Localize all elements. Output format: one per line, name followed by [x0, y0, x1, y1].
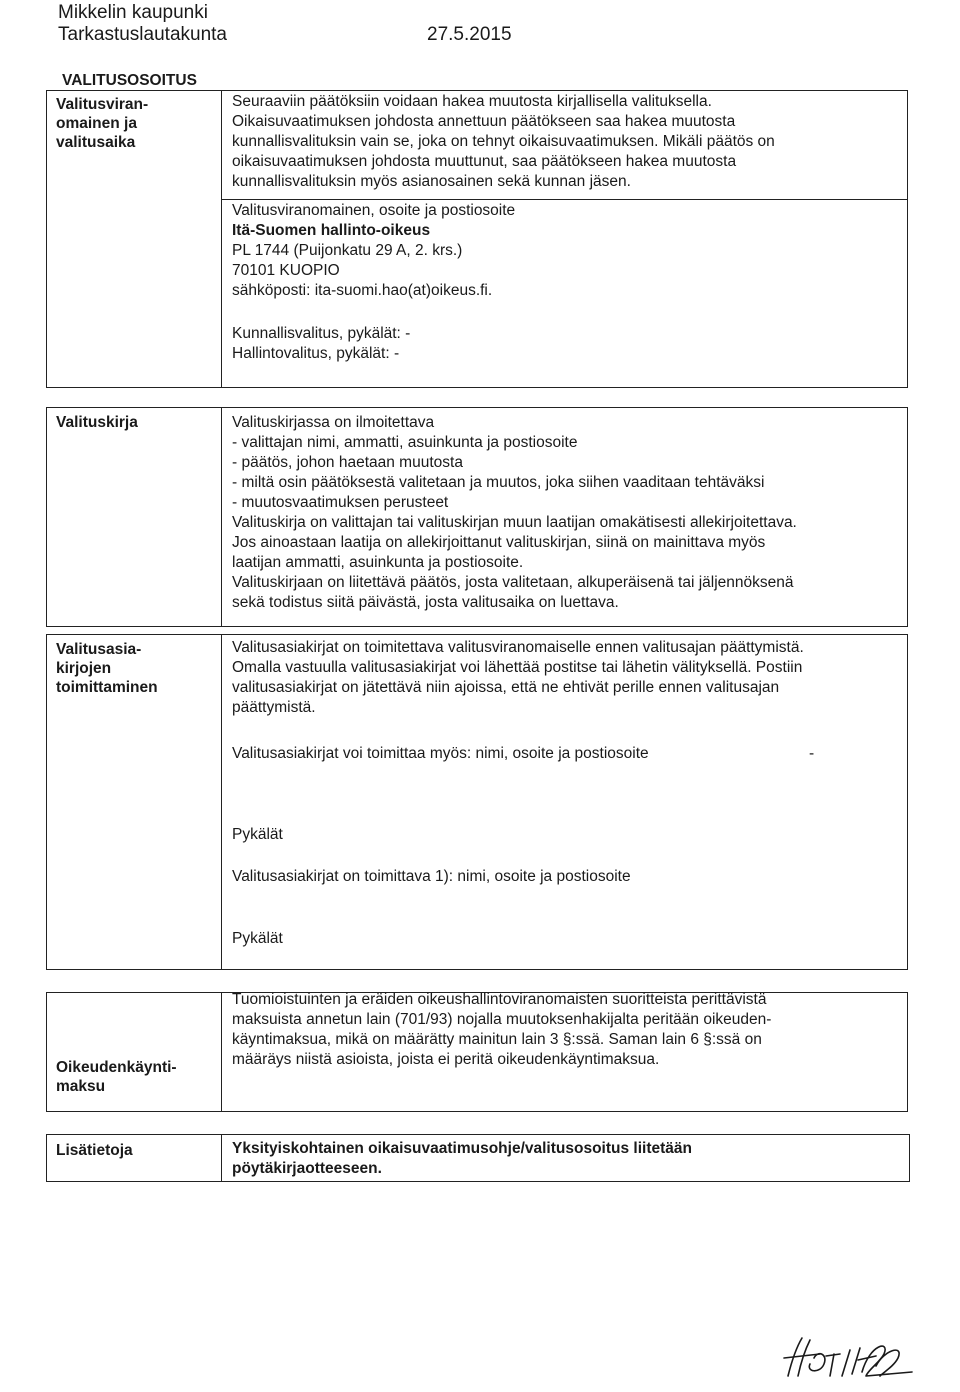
appeal-document-text	[232, 413, 797, 613]
sections-label: Pykälät	[232, 930, 283, 947]
text-line: - muutosvaatimuksen perusteet	[232, 494, 449, 511]
also-delivered-value: -	[809, 745, 815, 762]
text-line: päättymistä.	[232, 699, 316, 716]
text-line: kunnallisvalituksin vain se, joka on tehnyt oikaisuvaatimuksen. Mikäli päätös on	[232, 133, 775, 150]
court-fee-label: Oikeudenkäynti- maksu	[56, 1059, 177, 1095]
text-line: Tuomioistuinten ja eräiden oikeushallintoviranomaisten suoritteista perittävistä	[232, 991, 767, 1008]
text-line: pöytäkirjaotteeseen.	[232, 1160, 382, 1177]
court-name: Itä-Suomen hallinto-oikeus	[232, 222, 431, 239]
appeal-sections	[232, 324, 410, 364]
text-line: oikaisuvaatimuksen johdosta muuttunut, saa päätökseen hakea muutosta	[232, 153, 737, 170]
text-line: Yksityiskohtainen oikaisuvaatimusohje/valitusosoitus liitetään	[232, 1140, 692, 1157]
address-heading: Valitusviranomainen, osoite ja postiosoite	[232, 202, 516, 219]
text-line: laatijan ammatti, asuinkunta ja postiosoite.	[232, 554, 524, 571]
address-line: 70101 KUOPIO	[232, 262, 340, 279]
text-line: määräys niistä asioista, joista ei peritä oikeudenkäyntimaksua.	[232, 1051, 660, 1068]
email-line: sähköposti: ita-suomi.hao(at)oikeus.fi.	[232, 282, 493, 299]
handwritten-initials	[780, 1330, 920, 1382]
text-line: Valituskirjaan on liitettävä päätös, josta valitetaan, alkuperäisenä tai jäljennöksenä	[232, 574, 794, 591]
text-line: - miltä osin päätöksestä valitetaan ja muutos, joka siihen vaaditaan tehtäväksi	[232, 474, 765, 491]
also-delivered-text: Valitusasiakirjat voi toimittaa myös: nimi, osoite ja postiosoite	[232, 745, 649, 762]
text-line: Seuraaviin päätöksiin voidaan hakea muutosta kirjallisella valituksella.	[232, 93, 712, 110]
court-fee-text	[232, 990, 771, 1070]
address-line: PL 1744 (Puijonkatu 29 A, 2. krs.)	[232, 242, 463, 259]
committee-name: Tarkastuslautakunta	[58, 24, 227, 45]
text-line: käyntimaksua, mikä on määrätty mainitun lain 3 §:ssä. Saman lain 6 §:ssä on	[232, 1031, 762, 1048]
text-line: Valituskirjassa on ilmoitettava	[232, 414, 435, 431]
text-line: kunnallisvalituksin myös asianosainen sekä kunnan jäsen.	[232, 173, 631, 190]
document-date: 27.5.2015	[427, 24, 512, 45]
appeal-authority-text	[232, 92, 775, 192]
additional-info-label: Lisätietoja	[56, 1142, 133, 1159]
municipal-appeal-sections: Kunnallisvalitus, pykälät: -	[232, 325, 411, 342]
appeal-authority-address	[232, 201, 515, 301]
sections-label: Pykälät	[232, 826, 283, 843]
delivery-text	[232, 638, 804, 718]
appeal-document-label: Valituskirja	[56, 414, 138, 431]
additional-info-text	[232, 1139, 692, 1179]
document-title: VALITUSOSOITUS	[62, 72, 197, 89]
text-line: Oikaisuvaatimuksen johdosta annettuun päätökseen saa hakea muutosta	[232, 113, 736, 130]
text-line: maksuista annetun lain (701/93) nojalla muutoksenhakijalta peritään oikeuden-	[232, 1011, 772, 1028]
delivery-label: Valitusasia- kirjojen toimittaminen	[56, 641, 158, 696]
text-line: valitusasiakirjat on jätettävä niin ajoissa, että ne ehtivät perille ennen valitusajan	[232, 679, 780, 696]
text-line: sekä todistus siitä päivästä, josta valitusaika on luettava.	[232, 594, 619, 611]
text-line: Valitusasiakirjat on toimitettava valitusviranomaiselle ennen valitusajan päättymistä.	[232, 639, 804, 656]
text-line: - valittajan nimi, ammatti, asuinkunta ja postiosoite	[232, 434, 578, 451]
text-line: Valituskirja on valittajan tai valituskirjan muun laatijan omakätisesti allekirjoitettava.	[232, 514, 797, 531]
text-line: Jos ainoastaan laatija on allekirjoittanut valituskirjan, siinä on mainittava myös	[232, 534, 766, 551]
appeal-authority-label: Valitusviran- omainen ja valitusaika	[56, 96, 149, 151]
text-line: Omalla vastuulla valitusasiakirjat voi lähettää postitse tai lähetin välityksellä. Postiin	[232, 659, 803, 676]
municipality-name: Mikkelin kaupunki	[58, 2, 208, 23]
text-line: - päätös, johon haetaan muutosta	[232, 454, 463, 471]
deliver-to-text: Valitusasiakirjat on toimittava 1): nimi, osoite ja postiosoite	[232, 868, 631, 885]
administrative-appeal-sections: Hallintovalitus, pykälät: -	[232, 345, 400, 362]
